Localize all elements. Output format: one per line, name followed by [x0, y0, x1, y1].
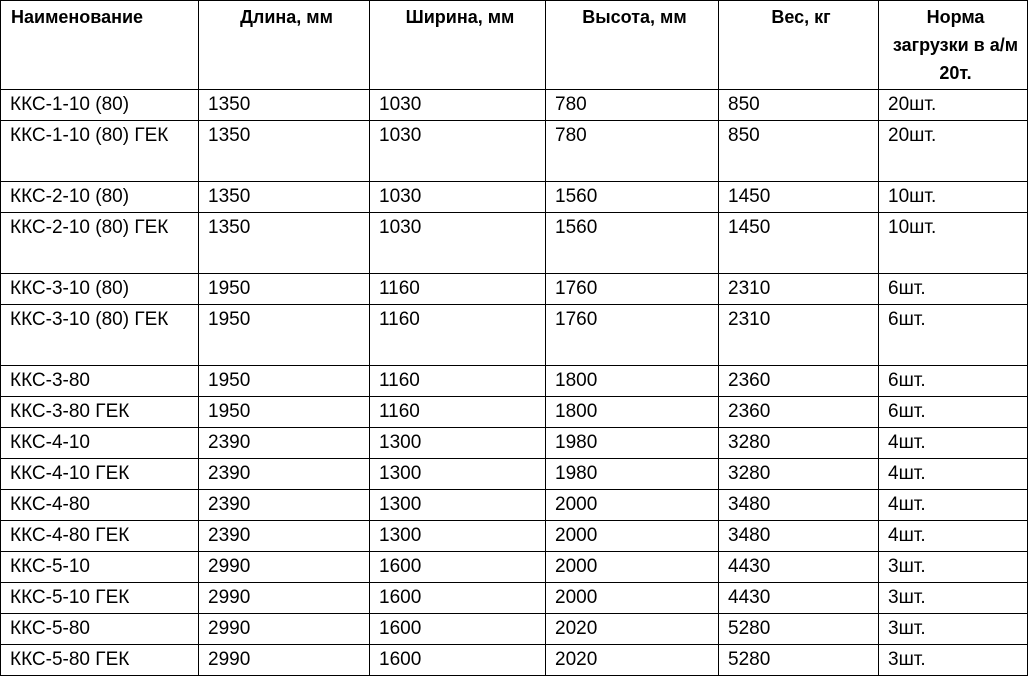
cell-name: ККС-2-10 (80) ГЕК [1, 213, 199, 274]
cell-weight: 2360 [719, 397, 879, 428]
cell-name: ККС-5-80 [1, 614, 199, 645]
cell-name: ККС-5-10 [1, 552, 199, 583]
cell-load-norm: 4шт. [879, 490, 1028, 521]
cell-weight: 850 [719, 121, 879, 182]
cell-length: 1350 [199, 182, 370, 213]
header-width: Ширина, мм [370, 1, 546, 90]
cell-width: 1030 [370, 182, 546, 213]
table-row [1, 459, 1028, 490]
cell-name: ККС-3-10 (80) [1, 274, 199, 305]
cell-load-norm: 3шт. [879, 645, 1028, 676]
cell-height: 1560 [546, 213, 719, 274]
cell-height: 2020 [546, 645, 719, 676]
cell-width: 1600 [370, 645, 546, 676]
cell-length: 1350 [199, 90, 370, 121]
cell-height: 1800 [546, 366, 719, 397]
cell-length: 2390 [199, 428, 370, 459]
cell-length: 2390 [199, 490, 370, 521]
cell-length: 2990 [199, 645, 370, 676]
cell-load-norm: 6шт. [879, 305, 1028, 366]
cell-weight: 4430 [719, 583, 879, 614]
cell-weight: 1450 [719, 213, 879, 274]
cell-height: 1980 [546, 428, 719, 459]
cell-load-norm: 3шт. [879, 552, 1028, 583]
cell-weight: 5280 [719, 645, 879, 676]
cell-width: 1160 [370, 305, 546, 366]
cell-name: ККС-1-10 (80) [1, 90, 199, 121]
cell-load-norm: 6шт. [879, 366, 1028, 397]
table-row [1, 614, 1028, 645]
cell-weight: 5280 [719, 614, 879, 645]
cell-name: ККС-1-10 (80) ГЕК [1, 121, 199, 182]
cell-weight: 3480 [719, 490, 879, 521]
cell-width: 1160 [370, 274, 546, 305]
cell-length: 1350 [199, 213, 370, 274]
cell-height: 1560 [546, 182, 719, 213]
table-row [1, 490, 1028, 521]
header-name: Наименование [1, 1, 199, 90]
cell-length: 2390 [199, 521, 370, 552]
cell-name: ККС-4-80 [1, 490, 199, 521]
table-row [1, 645, 1028, 676]
cell-width: 1300 [370, 459, 546, 490]
cell-length: 1950 [199, 397, 370, 428]
cell-load-norm: 3шт. [879, 583, 1028, 614]
table-row [1, 583, 1028, 614]
cell-weight: 3280 [719, 428, 879, 459]
cell-width: 1030 [370, 121, 546, 182]
cell-height: 1980 [546, 459, 719, 490]
cell-load-norm: 3шт. [879, 614, 1028, 645]
header-weight: Вес, кг [719, 1, 879, 90]
cell-weight: 3280 [719, 459, 879, 490]
cell-weight: 1450 [719, 182, 879, 213]
cell-weight: 2310 [719, 274, 879, 305]
cell-height: 1760 [546, 305, 719, 366]
cell-load-norm: 20шт. [879, 121, 1028, 182]
cell-length: 2990 [199, 552, 370, 583]
cell-height: 780 [546, 121, 719, 182]
cell-load-norm: 6шт. [879, 397, 1028, 428]
cell-load-norm: 4шт. [879, 428, 1028, 459]
cell-name: ККС-3-80 ГЕК [1, 397, 199, 428]
cell-height: 1800 [546, 397, 719, 428]
table-header [1, 1, 1028, 90]
table-row [1, 274, 1028, 305]
cell-width: 1160 [370, 397, 546, 428]
table-row [1, 428, 1028, 459]
table-row [1, 366, 1028, 397]
table-row [1, 521, 1028, 552]
cell-weight: 3480 [719, 521, 879, 552]
cell-length: 2390 [199, 459, 370, 490]
cell-height: 780 [546, 90, 719, 121]
cell-name: ККС-4-80 ГЕК [1, 521, 199, 552]
cell-width: 1600 [370, 552, 546, 583]
cell-load-norm: 4шт. [879, 459, 1028, 490]
cell-name: ККС-4-10 ГЕК [1, 459, 199, 490]
cell-name: ККС-5-10 ГЕК [1, 583, 199, 614]
cell-length: 2990 [199, 614, 370, 645]
cell-width: 1300 [370, 428, 546, 459]
table-row [1, 90, 1028, 121]
cell-name: ККС-3-10 (80) ГЕК [1, 305, 199, 366]
cell-load-norm: 4шт. [879, 521, 1028, 552]
cell-width: 1300 [370, 521, 546, 552]
cell-height: 2020 [546, 614, 719, 645]
table-row [1, 397, 1028, 428]
cell-width: 1300 [370, 490, 546, 521]
table-body [1, 90, 1028, 676]
header-row [1, 1, 1028, 90]
cell-name: ККС-3-80 [1, 366, 199, 397]
cell-width: 1600 [370, 583, 546, 614]
cell-load-norm: 6шт. [879, 274, 1028, 305]
cell-length: 2990 [199, 583, 370, 614]
table-row [1, 182, 1028, 213]
cell-weight: 2310 [719, 305, 879, 366]
cell-name: ККС-4-10 [1, 428, 199, 459]
cell-width: 1600 [370, 614, 546, 645]
cell-height: 2000 [546, 552, 719, 583]
table-row [1, 305, 1028, 366]
cell-weight: 850 [719, 90, 879, 121]
cell-length: 1950 [199, 305, 370, 366]
header-height: Высота, мм [546, 1, 719, 90]
cell-length: 1350 [199, 121, 370, 182]
cell-name: ККС-2-10 (80) [1, 182, 199, 213]
cell-length: 1950 [199, 274, 370, 305]
table-row [1, 213, 1028, 274]
cell-weight: 2360 [719, 366, 879, 397]
table-row [1, 121, 1028, 182]
cell-length: 1950 [199, 366, 370, 397]
header-load-norm: Норма загрузки в а/м 20т. [879, 1, 1028, 90]
cell-height: 2000 [546, 521, 719, 552]
cell-name: ККС-5-80 ГЕК [1, 645, 199, 676]
cell-load-norm: 10шт. [879, 213, 1028, 274]
cell-width: 1160 [370, 366, 546, 397]
header-length: Длина, мм [199, 1, 370, 90]
cell-load-norm: 10шт. [879, 182, 1028, 213]
table-row [1, 552, 1028, 583]
cell-weight: 4430 [719, 552, 879, 583]
cell-load-norm: 20шт. [879, 90, 1028, 121]
cell-width: 1030 [370, 213, 546, 274]
cell-height: 2000 [546, 490, 719, 521]
cell-height: 2000 [546, 583, 719, 614]
cell-width: 1030 [370, 90, 546, 121]
cell-height: 1760 [546, 274, 719, 305]
